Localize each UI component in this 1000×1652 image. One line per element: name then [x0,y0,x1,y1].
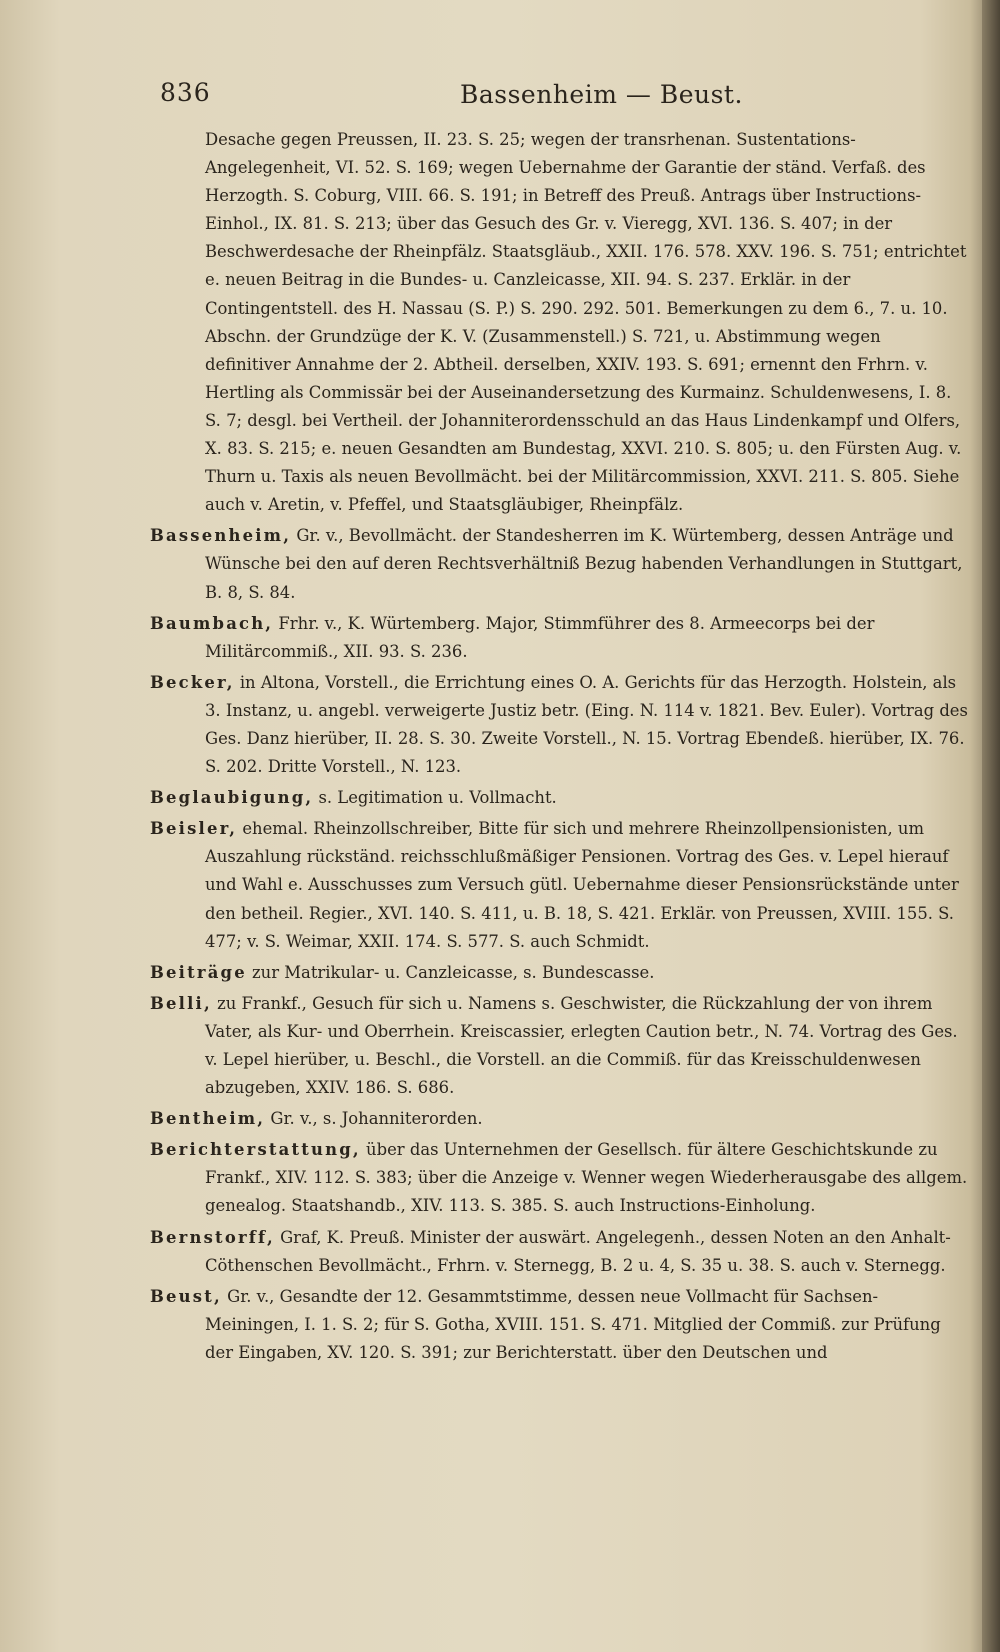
entry-headword: Bassenheim, [150,526,292,546]
entry-headword: Beust, [150,1286,222,1306]
index-entry-bentheim [150,1105,970,1133]
entry-headword: Berichterstattung, [150,1140,361,1160]
entry-headword: Beglaubigung, [150,788,314,808]
index-entry-bernstorff [150,1224,970,1280]
entry-headword: Baumbach, [150,613,274,633]
entry-text: Desache gegen Preussen, II. 23. S. 25; wegen der transrhenan. Sustentations-Angelegenheit, VI. 52. S. 169; wegen Uebernahme der Garantie der ständ. Verfaß. des Herzogth. S. Coburg, VIII. 66. S. 191; in Betreff des Preuß. Antrags über Instructions-Einhol., IX. 81. S. 213; über das Gesuch des Gr. v. Vieregg, XVI. 136. S. 407; in der Beschwerdesache der Rheinpfälz. Staatsgläub., XXII. 176. 578. XXV. 196. S. 751; entrichtet e. neuen Beitrag in die Bundes- u. Canzleicasse, XII. 94. S. 237. Erklär. in der Contingentstell. des H. Nassau (S. P.) S. 290. 292. 501. Bemerkungen zu dem 6., 7. u. 10. Abschn. der Grundzüge der K. V. (Zusammenstell.) S. 721, u. Abstimmung wegen definitiver Annahme der 2. Abtheil. derselben, XXIV. 193. S. 691; ernennt den Frhrn. v. Hertling als Commissär bei der Auseinandersetzung des Kurmainz. Schuldenwesens, I. 8. S. 7; desgl. bei Vertheil. der Johanniterordensschuld an das Haus Lindenkampf und Olfers, X. 83. S. 215; e. neuen Gesandten am Bundestag, XXVI. 210. S. 805; u. den Fürsten Aug. v. Thurn u. Taxis als neuen Bevollmächt. bei der Militärcommission, XXVI. 211. S. 805. Siehe auch v. Aretin, v. Pfeffel, und Staatsgläubiger, Rheinpfälz. [205,130,967,515]
page-number: 836 [160,78,211,107]
entry-text: Frhr. v., K. Würtemberg. Major, Stimmführer des 8. Armeecorps bei der Militärcommiß., XII. 93. S. 236. [205,613,875,661]
entry-headword: Becker, [150,672,235,692]
entry-text: zur Matrikular- u. Canzleicasse, s. Bundescasse. [246,962,655,982]
index-entries [150,126,970,1370]
entry-headword: Bernstorff, [150,1227,275,1247]
entry-text: zu Frankf., Gesuch für sich u. Namens s. Geschwister, die Rückzahlung der von ihrem Vater, als Kur- und Oberrhein. Kreiscassier, erlegten Caution betr., N. 74. Vortrag des Ges. v. Lepel hierüber, u. Beschl., die Vorstell. an die Commiß. für das Kreisschuldenwesen abzugeben, XXIV. 186. S. 686. [205,993,958,1098]
index-entry-berichterstattung [150,1136,970,1220]
entry-headword: Bentheim, [150,1109,266,1129]
entry-text: Graf, K. Preuß. Minister der auswärt. Angelegenh., dessen Noten an den Anhalt-Cöthenschen Bevollmächt., Frhrn. v. Sternegg, B. 2 u. 4, S. 35 u. 38. S. auch v. Sternegg. [205,1227,951,1275]
entry-headword: Beisler, [150,819,238,839]
index-entry-beisler [150,815,970,955]
entry-text: Gr. v., Bevollmächt. der Standesherren im K. Würtemberg, dessen Anträge und Wünsche bei den auf deren Rechtsverhältniß Bezug habenden Verhandlungen in Stuttgart, B. 8, S. 84. [205,526,963,602]
page-edge-shadow [982,0,1000,1652]
index-entry-beust [150,1283,970,1367]
index-entry-continued [150,126,970,519]
entry-text: s. Legitimation u. Vollmacht. [313,788,557,808]
entry-headword: Beiträge [150,962,247,982]
index-entry-bassenheim [150,522,970,606]
entry-text: Gr. v., s. Johanniterorden. [265,1109,483,1129]
running-head: Bassenheim — Beust. [460,80,743,109]
index-entry-belli [150,990,970,1102]
index-entry-becker [150,669,970,781]
entry-text: über das Unternehmen der Gesellsch. für ältere Geschichtskunde zu Frankf., XIV. 112. S. 383; über die Anzeige v. Wenner wegen Wiederherausgabe des allgem. genealog. Staatshandb., XIV. 113. S. 385. S. auch Instructions-Einholung. [205,1140,968,1216]
entry-text: in Altona, Vorstell., die Errichtung eines O. A. Gerichts für das Herzogth. Holstein, als 3. Instanz, u. angebl. verweigerte Justiz betr. (Eing. N. 114 v. 1821. Bev. Euler). Vortrag des Ges. Danz hierüber, II. 28. S. 30. Zweite Vorstell., N. 15. Vortrag Ebendeß. hierüber, IX. 76. S. 202. Dritte Vorstell., N. 123. [205,672,968,777]
entry-text: Gr. v., Gesandte der 12. Gesammtstimme, dessen neue Vollmacht für Sachsen-Meiningen, I. 1. S. 2; für S. Gotha, XVIII. 151. S. 471. Mitglied der Commiß. zur Prüfung der Eingaben, XV. 120. S. 391; zur Berichterstatt. über den Deutschen und [205,1286,941,1362]
page-header [160,78,940,118]
entry-headword: Belli, [150,993,212,1013]
entry-text: ehemal. Rheinzollschreiber, Bitte für sich und mehrere Rheinzollpensionisten, um Auszahlung rückständ. reichsschlußmäßiger Pensionen. Vortrag des Ges. v. Lepel hierauf und Wahl e. Ausschusses zum Versuch gütl. Uebernahme dieser Pensionsrückstände unter den betheil. Regier., XVI. 140. S. 411, u. B. 18, S. 421. Erklär. von Preussen, XVIII. 155. S. 477; v. S. Weimar, XXII. 174. S. 577. S. auch Schmidt. [205,819,959,951]
index-entry-beitraege [150,959,970,987]
index-entry-beglaubigung [150,784,970,812]
index-entry-baumbach [150,610,970,666]
